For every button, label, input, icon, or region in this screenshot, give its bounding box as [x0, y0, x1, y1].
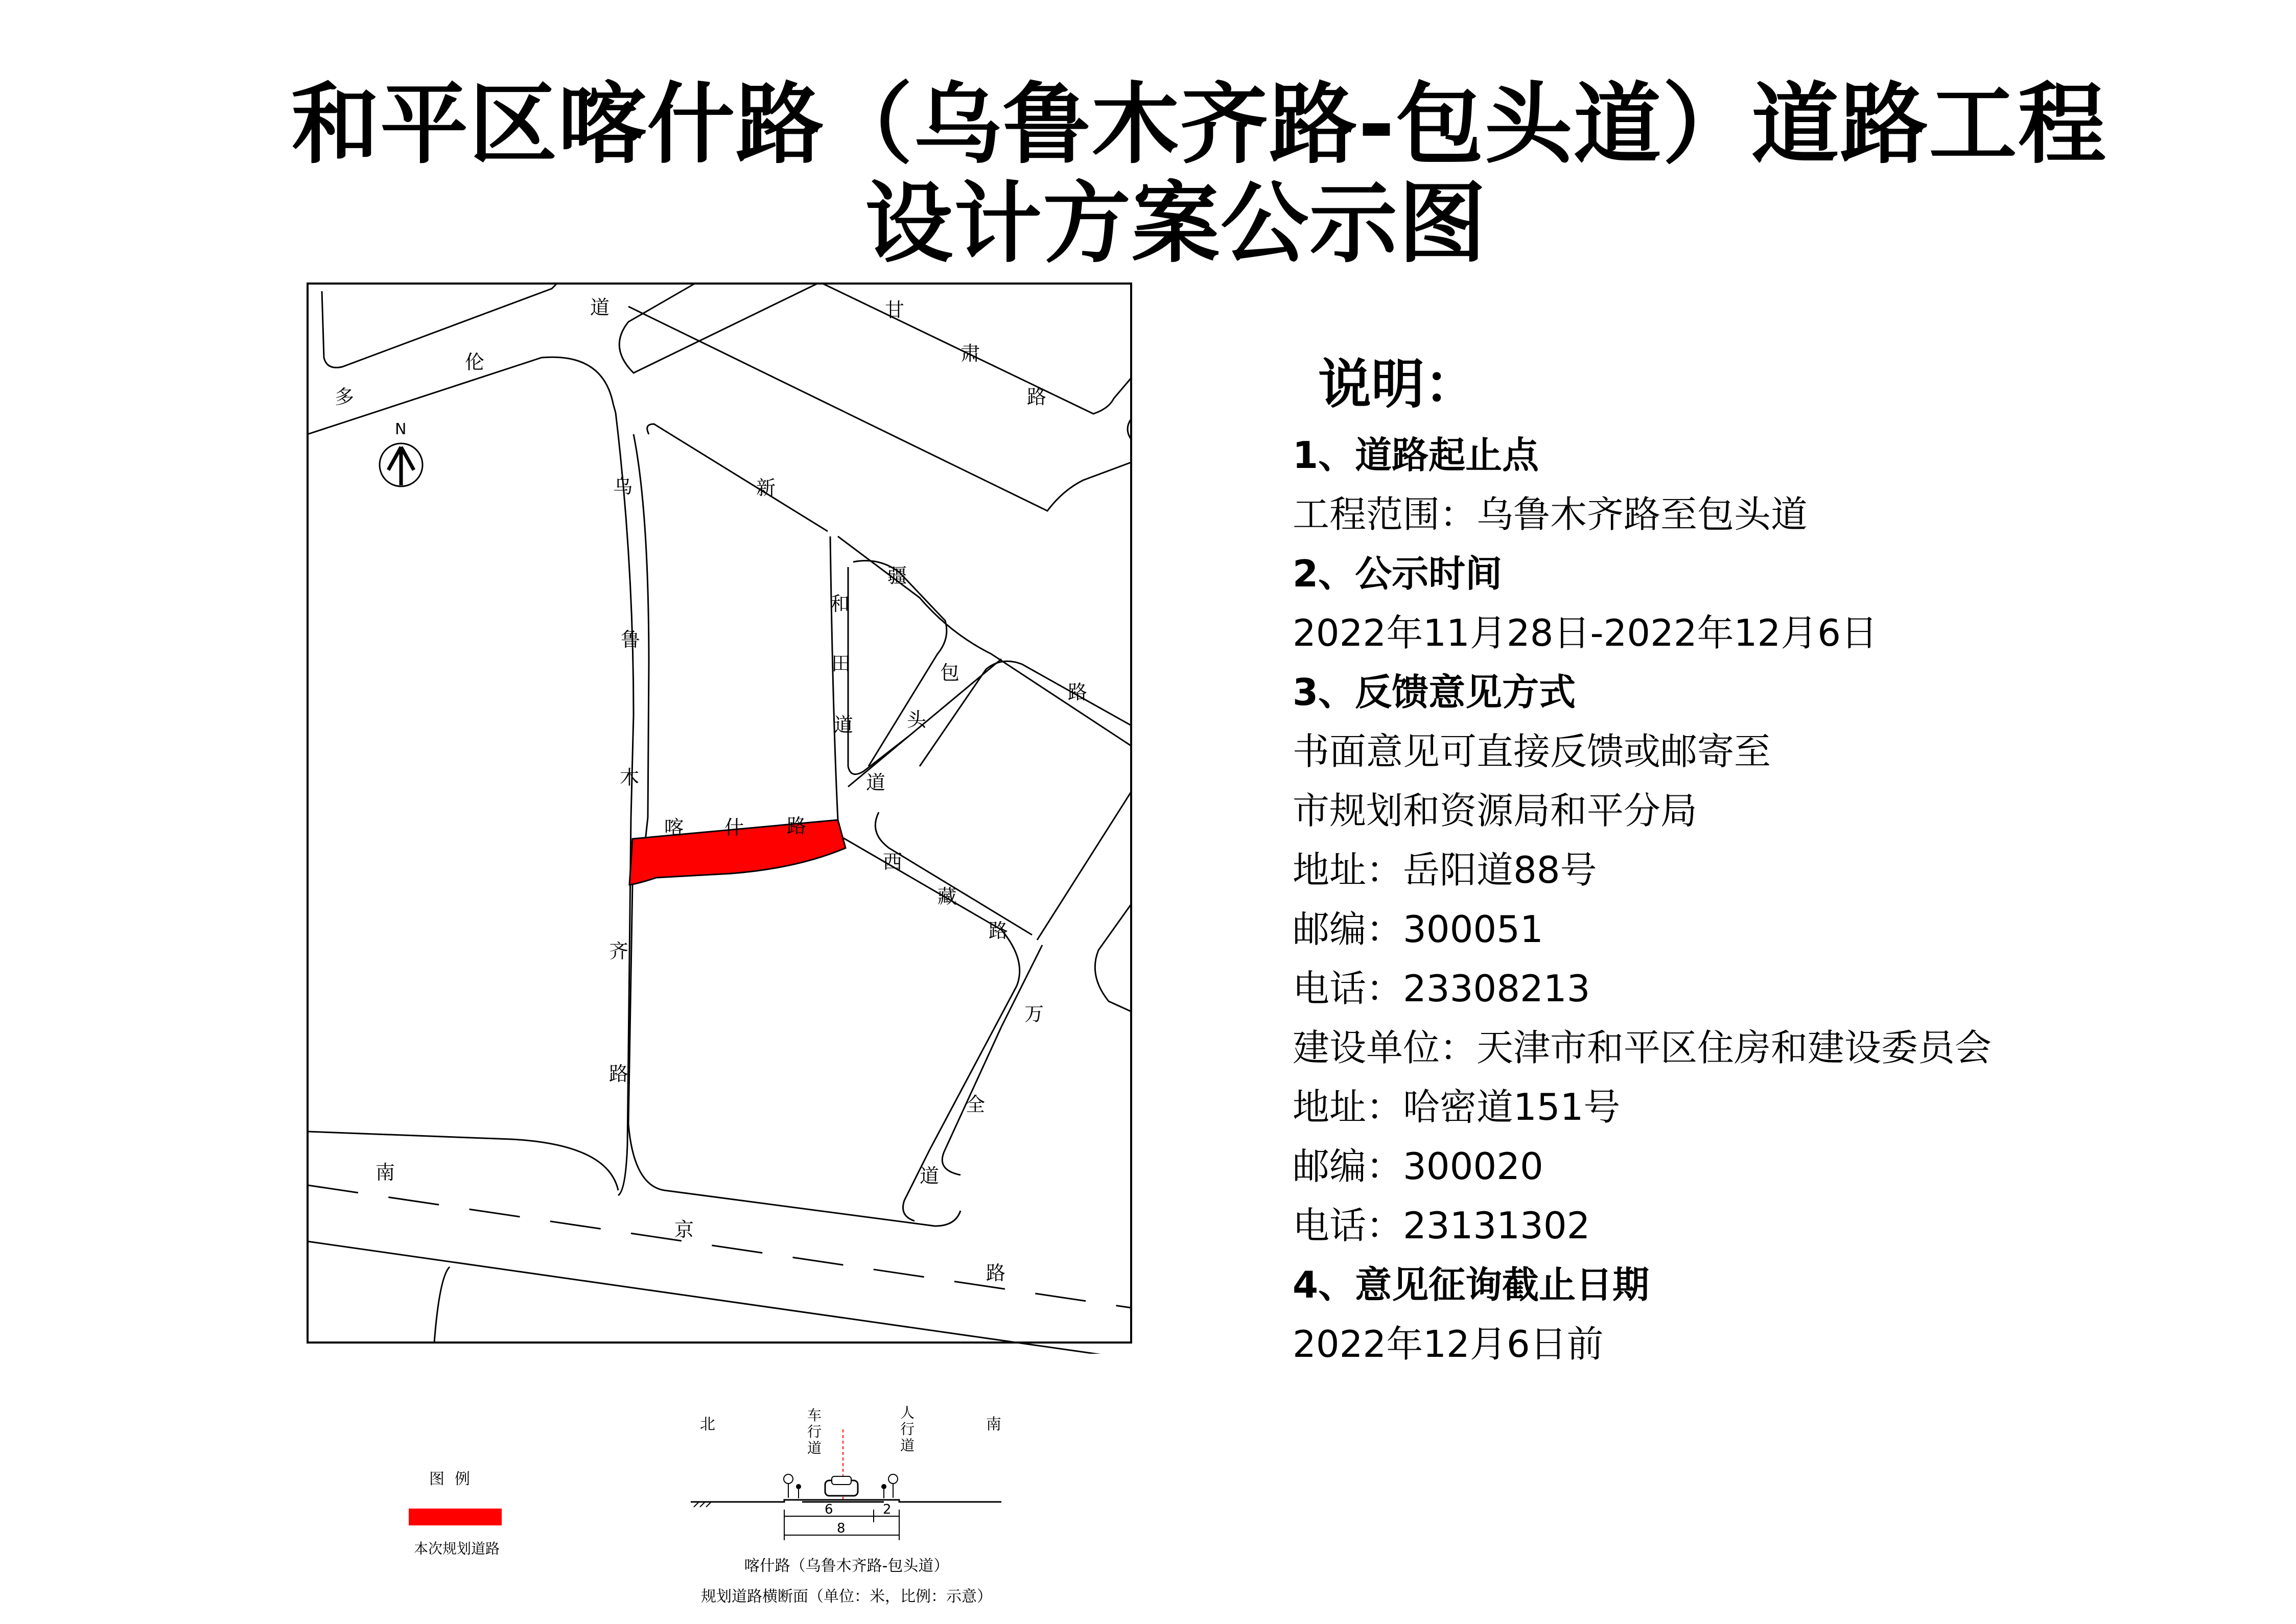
- label-baotou-1: 包: [940, 662, 960, 684]
- label-hetian-3: 道: [834, 714, 854, 736]
- note-text-scope: 工程范围：乌鲁木齐路至包头道: [1293, 492, 1808, 536]
- cross-section-diagram: [680, 1400, 1037, 1568]
- note-heading-endpoints: 1、道路起止点: [1293, 433, 1539, 477]
- label-kashi-1: 喀: [664, 816, 684, 839]
- label-xinjiang-2: 疆: [887, 564, 907, 587]
- svg-text:道: 道: [900, 1437, 915, 1454]
- label-nanjing-2: 京: [674, 1218, 694, 1241]
- north-label: N: [395, 420, 407, 438]
- label-kashi-2: 什: [724, 816, 744, 839]
- label-gansu-2: 肃: [960, 342, 980, 365]
- label-baotou-2: 头: [907, 709, 927, 731]
- label-gansu-3: 路: [1027, 386, 1047, 408]
- note-text-period: 2022年11月28日-2022年12月6日: [1293, 611, 1878, 654]
- label-hetian-2: 田: [831, 652, 851, 675]
- sidewalk-label: [900, 1404, 915, 1454]
- road-nanjing-centerline: [308, 1185, 1131, 1308]
- svg-text:行: 行: [807, 1423, 822, 1440]
- note-text-phone-1: 电话：23308213: [1293, 967, 1590, 1010]
- note-heading-feedback: 3、反馈意见方式: [1293, 670, 1576, 714]
- legend-swatch-planned-road: [409, 1509, 502, 1525]
- note-text-postcode-2: 邮编：300020: [1293, 1144, 1543, 1188]
- note-heading-period: 2、公示时间: [1293, 552, 1503, 595]
- road-hetian-triangle: [853, 561, 947, 767]
- road-baotou-block-right: [1037, 792, 1131, 940]
- svg-text:车: 车: [807, 1407, 822, 1424]
- road-baotou-east: [875, 812, 1032, 935]
- road-nanjing-north-edge: [308, 1132, 618, 1190]
- tree-icon: [784, 1474, 793, 1498]
- label-duolun-2: 伦: [465, 351, 485, 373]
- label-xizang-1: 西: [883, 851, 903, 873]
- road-urumqi-east-edge-south: [628, 884, 960, 1226]
- dim-label-2: 2: [883, 1502, 892, 1517]
- label-wanquan-1: 万: [1024, 1003, 1044, 1025]
- label-urumqi-1: 乌: [613, 475, 633, 498]
- dim-label-8: 8: [837, 1521, 846, 1536]
- carriageway-label: [807, 1407, 822, 1456]
- road-nanjing-lower-edge: [434, 1267, 450, 1343]
- car-icon: [825, 1476, 858, 1496]
- map-frame: [308, 284, 1131, 1343]
- road-xinjiang-edge: [647, 424, 828, 531]
- label-kashi-3: 路: [787, 815, 807, 837]
- legend-label: 本次规划道路: [414, 1540, 500, 1557]
- note-text-deadline: 2022年12月6日前: [1293, 1322, 1604, 1366]
- svg-text:人: 人: [900, 1404, 915, 1421]
- label-wanquan-2: 全: [966, 1093, 986, 1116]
- road-xizang-lower: [1095, 904, 1131, 1011]
- label-nanjing-1: 南: [376, 1161, 395, 1184]
- label-xinjiang-1: 新: [756, 477, 776, 499]
- tree-icon: [888, 1474, 898, 1498]
- label-urumqi-2: 鲁: [621, 628, 641, 651]
- label-urumqi-5: 路: [609, 1063, 629, 1085]
- svg-text:行: 行: [900, 1421, 915, 1438]
- label-nanjing-3: 路: [986, 1262, 1006, 1284]
- road-xinjiang-north-edge: [628, 307, 1131, 511]
- road-xizang-right: [942, 945, 1042, 1175]
- note-heading-deadline: 4、意见征询截止日期: [1293, 1263, 1650, 1306]
- note-text-builder: 建设单位：天津市和平区住房和建设委员会: [1293, 1026, 1992, 1069]
- road-duolun-block-edge: [619, 284, 817, 373]
- legend-title: 图例: [429, 1470, 480, 1488]
- label-baotou-3: 道: [866, 771, 886, 794]
- north-arrow-icon: [380, 420, 423, 486]
- svg-text:道: 道: [807, 1440, 822, 1456]
- page-title: 和平区喀什路（乌鲁木齐路-包头道）道路工程: [291, 73, 2107, 176]
- section-north-label: 北: [700, 1416, 715, 1433]
- label-hetian-1: 和: [830, 593, 850, 615]
- notes-list: [1293, 426, 2263, 1374]
- note-text-feedback-1: 书面意见可直接反馈或邮寄至: [1293, 729, 1771, 773]
- label-gansu-1: 甘: [885, 299, 905, 321]
- label-xizang-3: 路: [989, 920, 1009, 942]
- section-caption-road: 喀什路（乌鲁木齐路-包头道）: [744, 1557, 949, 1575]
- label-xinjiang-3: 路: [1068, 681, 1088, 703]
- label-wanquan-3: 道: [920, 1165, 940, 1187]
- road-xinjiang-edge-2: [838, 536, 1131, 746]
- note-text-postcode-1: 邮编：300051: [1293, 907, 1543, 951]
- note-text-feedback-2: 市规划和资源局和平分局: [1293, 789, 1698, 832]
- road-nanjing-south-edge: [308, 1241, 1131, 1354]
- note-text-address-1: 地址：岳阳道88号: [1293, 848, 1597, 891]
- section-caption-scale: 规划道路横断面（单位：米，比例：示意）: [701, 1588, 992, 1606]
- road-duolun-upper-edge: [322, 284, 557, 368]
- label-xizang-2: 藏: [938, 885, 957, 908]
- note-text-address-2: 地址：哈密道151号: [1293, 1085, 1621, 1128]
- road-xizang-edge: [843, 838, 1020, 1221]
- page-subtitle: 设计方案公示图: [865, 172, 1487, 275]
- label-urumqi-4: 齐: [609, 940, 629, 962]
- notes-heading: 说明：: [1318, 353, 1478, 415]
- road-urumqi-east-edge: [634, 434, 649, 879]
- location-map: [0, 0, 1144, 1354]
- label-duolun-3: 道: [590, 296, 610, 319]
- dim-label-6: 6: [825, 1502, 833, 1517]
- label-urumqi-3: 木: [620, 766, 640, 789]
- road-hetian-west-edge: [830, 536, 838, 820]
- label-duolun-1: 多: [335, 386, 355, 408]
- notes-panel: [1293, 352, 2263, 1374]
- note-text-phone-2: 电话：23131302: [1293, 1204, 1590, 1247]
- section-south-label: 南: [986, 1416, 1001, 1433]
